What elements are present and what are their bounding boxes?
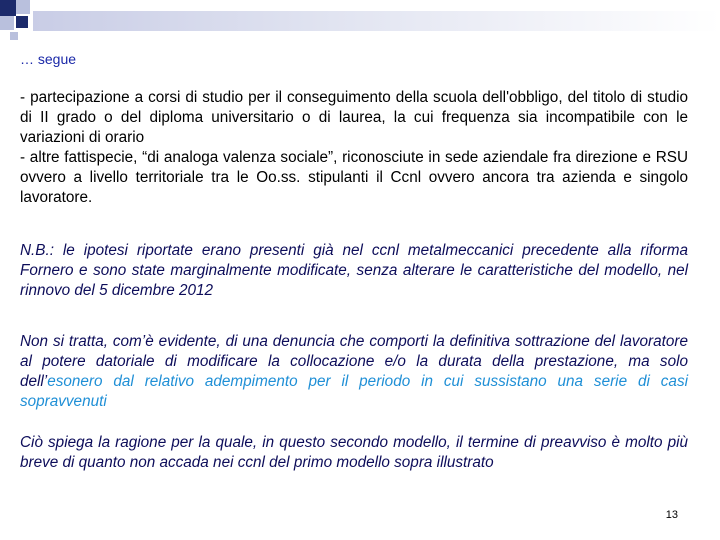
- page-number: 13: [665, 509, 678, 521]
- corner-square-light: [16, 0, 30, 14]
- corner-square-navy-2: [16, 16, 28, 28]
- highlighted-text: esonero dal relativo adempimento per il periodo in cui sussistano una serie di casi sopravvenuti: [20, 373, 688, 410]
- paragraph-text: Non si tratta, com’è evidente, di una denuncia che comporti la definitiva sottrazione del lavoratore al potere datoriale di modificare la collocazione e/o la durata della prestazione, ma solo dell’: [20, 333, 688, 390]
- list-item: - partecipazione a corsi di studio per il conseguimento della scuola dell'obbligo, del titolo di studio di II grado o del diploma universitario o di laurea, la cui frequenza sia incompatibile con le variazioni di orario: [20, 89, 688, 146]
- corner-square-small: [10, 32, 18, 40]
- header-bar: [33, 11, 720, 31]
- segue-label: … segue: [20, 51, 77, 67]
- paragraph-explanation: [20, 332, 688, 412]
- paragraph-list-items: [20, 88, 688, 208]
- corner-square-navy: [0, 0, 16, 16]
- corner-square-light-2: [0, 16, 14, 30]
- list-item: - altre fattispecie, “di analoga valenza sociale”, riconosciute in sede aziendale fra direzione e RSU ovvero a livello territoriale tra le Oo.ss. stipulanti il Ccnl ovvero ancora tra azienda e singolo lavoratore.: [20, 149, 688, 206]
- paragraph-nb: N.B.: le ipotesi riportate erano presenti già nel ccnl metalmeccanici precedente alla riforma Fornero e sono state marginalmente modificate, senza alterare le caratteristiche del modello, nel rinnovo del 5 dicembre 2012: [20, 242, 688, 299]
- paragraph-conclusion: Ciò spiega la ragione per la quale, in questo secondo modello, il termine di preavviso è molto più breve di quanto non accada nei ccnl del primo modello sopra illustrato: [20, 434, 688, 471]
